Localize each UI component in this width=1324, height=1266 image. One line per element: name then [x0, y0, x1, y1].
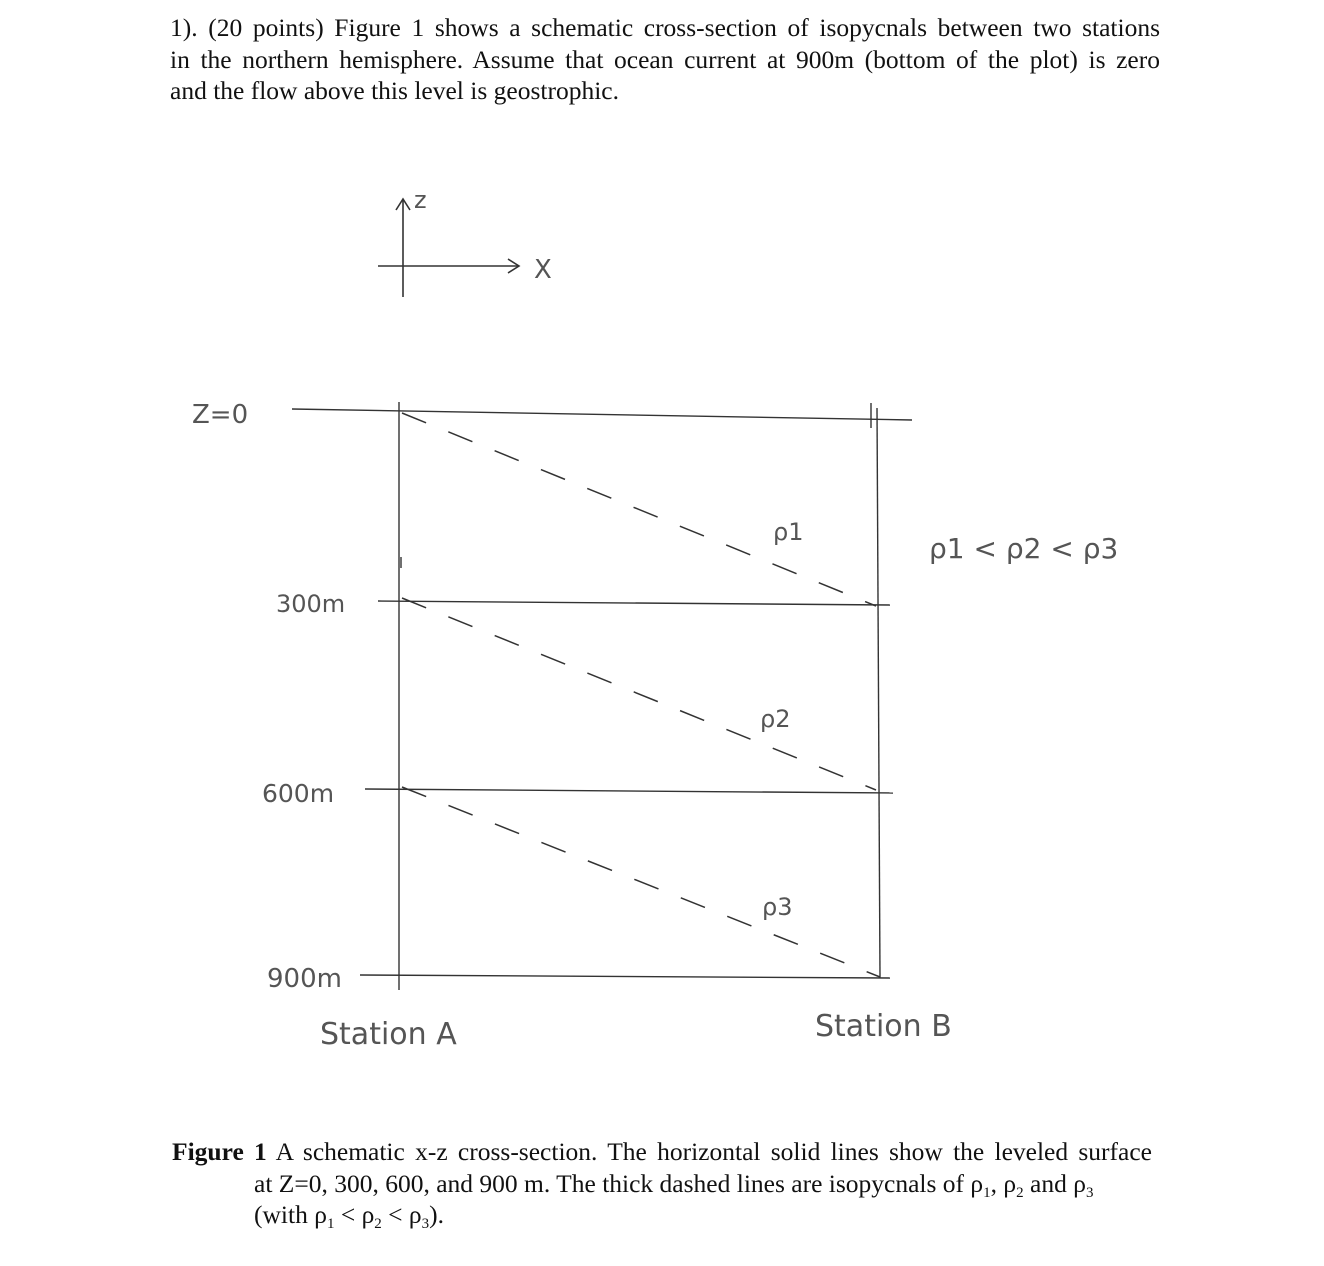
station-b-line: [877, 408, 880, 978]
figure-caption: [172, 1136, 1152, 1231]
caption-line-3-mid-1: < ρ: [334, 1200, 375, 1229]
label-rho1: ρ1: [773, 518, 804, 546]
z-axis-label: z: [414, 186, 427, 214]
caption-sub-1: 1: [983, 1184, 991, 1201]
caption-line-1-text: A schematic x-z cross-section. The horizontal solid lines show the leveled surface: [266, 1137, 1152, 1166]
caption-line-2: [172, 1168, 1152, 1200]
isopycnal-rho1: [402, 413, 876, 606]
label-rho2: ρ2: [760, 705, 791, 733]
station-b-label: Station B: [815, 1009, 952, 1044]
station-a-label: Station A: [320, 1017, 457, 1052]
caption-line-3-sub-3: 3: [421, 1216, 430, 1232]
caption-line-3-sub-1: 1: [326, 1216, 335, 1232]
caption-line-1: [172, 1136, 1152, 1168]
question-line-2: in the northern hemisphere. Assume that ocean current at 900m (bottom of the plot) is zero: [170, 44, 1160, 74]
caption-line-2-text: at Z=0, 300, 600, and 900 m. The thick dashed lines are isopycnals of ρ: [254, 1168, 984, 1198]
question-line-1: 1). (20 points) Figure 1 shows a schematic cross-section of isopycnals between two stations: [170, 13, 1160, 42]
caption-sep-2: and ρ: [1023, 1168, 1086, 1198]
x-axis-label: X: [534, 255, 552, 285]
level-line-600m: [365, 789, 893, 793]
label-900m: 900m: [267, 964, 342, 994]
level-line-900m: [360, 975, 890, 978]
axis-indicator: [378, 199, 519, 297]
label-600m: 600m: [262, 779, 335, 808]
level-line-0m: [292, 409, 912, 420]
caption-line-3-mid-2: < ρ: [381, 1200, 422, 1229]
caption-line-3-sub-2: 2: [374, 1216, 382, 1232]
caption-sep-1: , ρ: [990, 1168, 1017, 1198]
label-300m: 300m: [276, 590, 346, 618]
caption-figure-number: Figure 1: [172, 1137, 267, 1166]
caption-sub-2: 2: [1016, 1184, 1024, 1201]
label-rho3: ρ3: [762, 893, 793, 921]
isopycnals: [402, 413, 880, 977]
caption-line-3: [172, 1199, 1152, 1231]
label-z0: Z=0: [192, 400, 249, 430]
isopycnal-rho2: [402, 598, 876, 790]
station-lines: [399, 402, 880, 990]
question-line-3: and the flow above this level is geostrophic.: [170, 76, 619, 105]
caption-line-3-end: ).: [429, 1200, 445, 1229]
caption-sub-3: 3: [1085, 1184, 1094, 1201]
level-line-300m: [378, 601, 890, 605]
isopycnal-rho3: [402, 787, 880, 977]
density-order-label: ρ1 < ρ2 < ρ3: [929, 532, 1119, 565]
caption-line-3-pre: (with ρ: [254, 1200, 327, 1229]
